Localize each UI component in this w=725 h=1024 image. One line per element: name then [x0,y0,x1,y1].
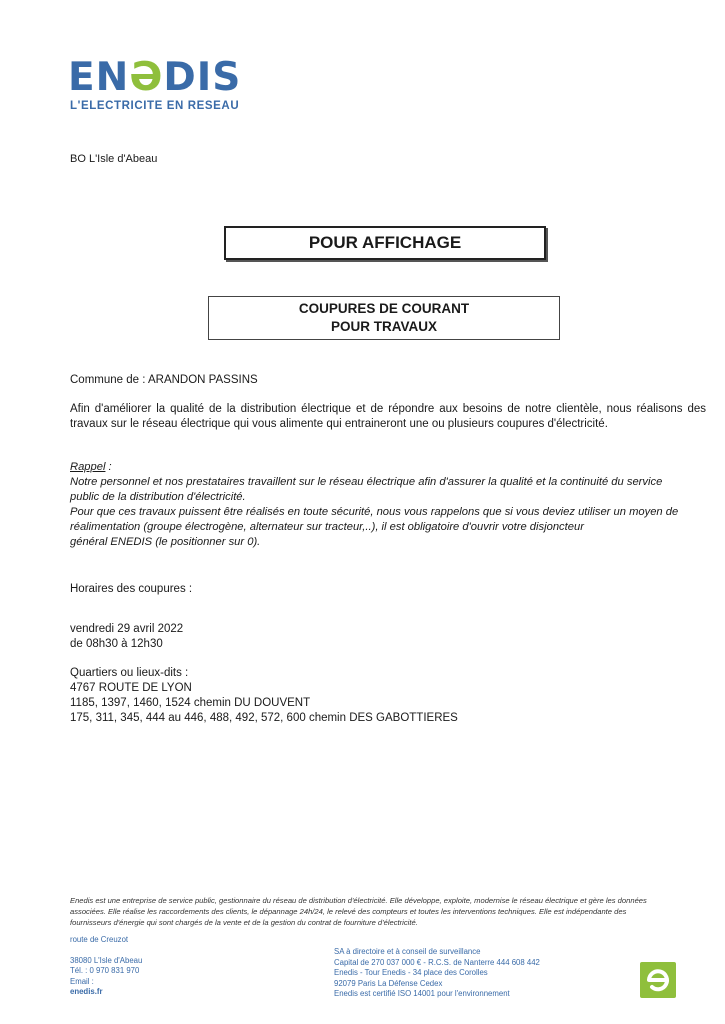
rappel-line: réalimentation (groupe électrogène, alternateur sur tracteur,..), il est obligatoire d'ouvrir votre disjoncteur [70,521,584,533]
outage-schedule [70,622,183,652]
logo-tagline: L'ELECTRICITE EN RESEAU [70,100,240,112]
address-tel: Tél. : 0 970 831 970 [70,966,140,975]
page-title: POUR AFFICHAGE [308,233,462,252]
outage-date: vendredi 29 avril 2022 [70,623,184,635]
subtitle-box [208,296,560,340]
places-block [70,666,458,726]
rappel-title: Rappel [70,461,106,473]
rappel-block [70,460,710,550]
address-right [334,947,540,1000]
company-info-line: Enedis - Tour Enedis - 34 place des Corolles [334,968,488,977]
commune: Commune de : ARANDON PASSINS [70,374,258,386]
rappel-line: Pour que ces travaux puissent être réalisés en toute sécurité, nous vous rappelons que si vous deviez utiliser un moyen de [70,506,679,518]
address-left [70,935,142,998]
company-info-line: 92079 Paris La Défense Cedex [334,978,443,988]
logo-text-part2: Ə [129,55,164,100]
rappel-colon: : [105,461,112,473]
company-info-line: SA à directoire et à conseil de surveillance [334,947,481,956]
address-street: route de Creuzot [70,935,129,944]
places-label: Quartiers ou lieux-dits : [70,667,189,679]
footer-note-line: fournisseurs d'énergie qui sont chargés de la vente et de la gestion du contrat de fourniture d'électricité. [70,918,418,927]
place-item: 1185, 1397, 1460, 1524 chemin DU DOUVENT [70,697,311,709]
footer-note-line: associées. Elle réalise les raccordements des clients, le dépannage 24h/24, le relevé des compteurs et toutes les interventions techniques. Elle est indépendante des [70,907,627,916]
intro-paragraph: Afin d'améliorer la qualité de la distribution électrique et de répondre aux besoins de notre clientèle, nous réalisons des travaux sur le réseau électrique qui vous alimente qui entraineront une ou plusieurs coupures d'électricité. [70,403,706,430]
logo-text-part1: EN [68,55,130,100]
subtitle-line1: COUPURES DE COURANT [298,301,470,316]
footer-legal-note [70,895,670,928]
title-box [224,226,546,260]
rappel-line: général ENEDIS (le positionner sur 0). [70,536,261,548]
address-city: 38080 L'Isle d'Abeau [70,955,143,965]
company-info-line: Capital de 270 037 000 € - R.C.S. de Nanterre 444 608 442 [334,957,540,967]
place-item: 175, 311, 345, 444 au 446, 488, 492, 572, 600 chemin DES GABOTTIERES [70,712,458,724]
address-email: Email : [70,976,94,986]
subtitle-line2: POUR TRAVAUX [330,319,437,334]
enedis-logo [68,55,242,100]
rappel-line: public de la distribution d'électricité. [70,491,246,503]
enedis-e-logo-icon [640,962,676,998]
footer-note-line: Enedis est une entreprise de service public, gestionnaire du réseau de distribution d'électricité. Elle développe, exploite, modernise le réseau électrique et gère les données [70,896,647,905]
outage-time: de 08h30 à 12h30 [70,638,163,650]
logo-text-part3: DIS [163,55,242,100]
rappel-line: Notre personnel et nos prestataires travaillent sur le réseau électrique afin d'assurer la qualité et la continuité du service [70,476,663,488]
address-web: enedis.fr [70,987,103,996]
horaires-label: Horaires des coupures : [70,583,193,595]
place-item: 4767 ROUTE DE LYON [70,682,192,694]
company-info-line: Enedis est certifié ISO 14001 pour l'environnement [334,989,510,998]
office-name: BO L'Isle d'Abeau [70,153,158,165]
